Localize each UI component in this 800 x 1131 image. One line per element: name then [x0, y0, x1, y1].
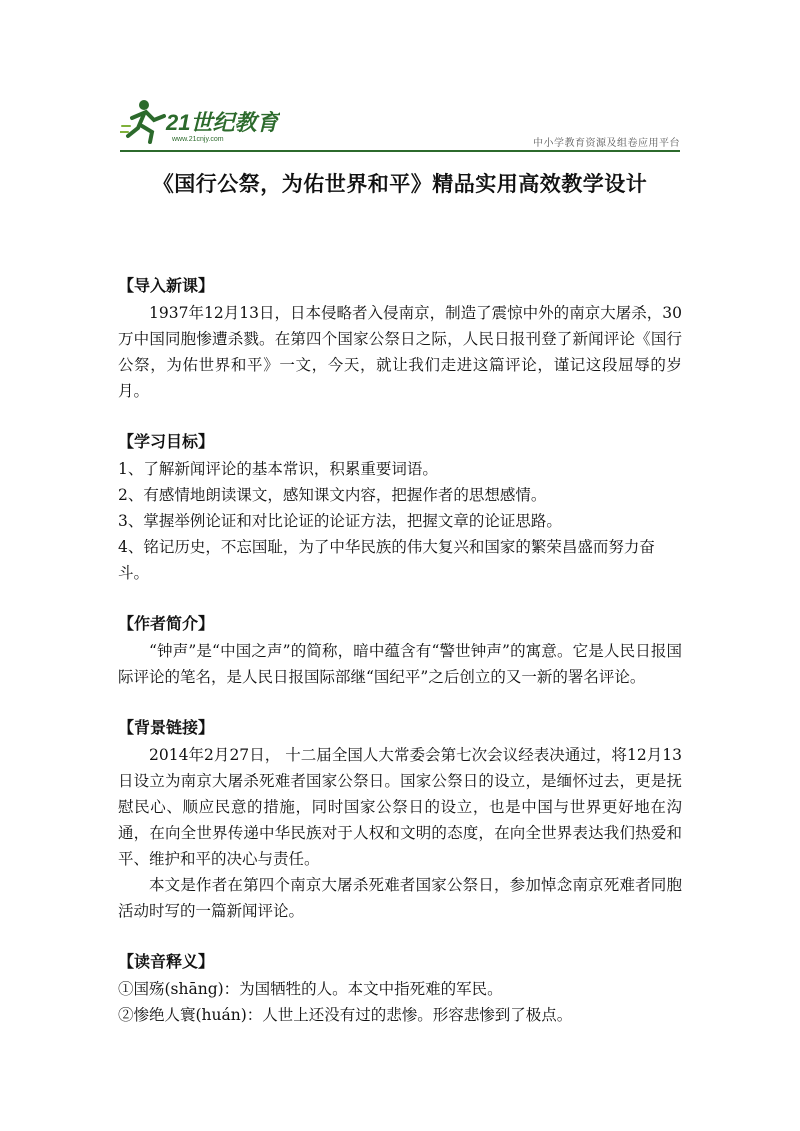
- section-background: [118, 714, 682, 924]
- paragraph: 1937年12月13日，日本侵略者入侵南京，制造了震惊中外的南京大屠杀，30万中国同胞惨遭杀戮。在第四个国家公祭日之际，人民日报刊登了新闻评论《国行公祭，为佑世界和平》一文，今天，就让我们走进这篇评论，谨记这段屈辱的岁月。: [118, 304, 682, 400]
- list-item: 2、有感情地朗读课文，感知课文内容，把握作者的思想感情。: [118, 486, 547, 504]
- paragraph: “钟声”是“中国之声”的简称，暗中蕴含有“警世钟声”的寓意。它是人民日报国际评论的笔名，是人民日报国际部继“国纪平”之后创立的又一新的署名评论。: [118, 642, 682, 686]
- logo: [120, 96, 280, 146]
- runner-logo-icon: [120, 96, 280, 146]
- section-intro: [118, 272, 682, 404]
- list-item: ②惨绝人寰(huán)：人世上还没有过的悲惨。形容悲惨到了极点。: [118, 1006, 573, 1024]
- paragraph: 2014年2月27日， 十二届全国人大常委会第七次会议经表决通过，将12月13日设立为南京大屠杀死难者国家公祭日。国家公祭日的设立，是缅怀过去，更是抚慰民心、顺应民意的措施，同时国家公祭日的设立，也是中国与世界更好地在沟通，在向全世界传递中华民族对于人权和文明的态度，在向全世界表达我们热爱和平、维护和平的决心与责任。: [118, 746, 682, 868]
- platform-caption: 中小学教育资源及组卷应用平台: [533, 138, 680, 149]
- list-item: 4、铭记历史，不忘国耻，为了中华民族的伟大复兴和国家的繁荣昌盛而努力奋斗。: [118, 538, 655, 582]
- list-item: 1、了解新闻评论的基本常识，积累重要词语。: [118, 460, 438, 478]
- paragraph: 本文是作者在第四个南京大屠杀死难者国家公祭日，参加悼念南京死难者同胞活动时写的一篇新闻评论。: [118, 876, 682, 920]
- svg-text:www.21cnjy.com: www.21cnjy.com: [172, 136, 224, 143]
- section-heading: 【导入新课】: [118, 276, 215, 295]
- section-heading: 【读音释义】: [118, 952, 215, 971]
- section-author: [118, 610, 682, 690]
- section-heading: 【学习目标】: [118, 432, 215, 451]
- section-pronunciation: [118, 948, 682, 1028]
- section-heading: 【背景链接】: [118, 718, 215, 737]
- header-divider: [120, 150, 680, 152]
- list-item: 3、掌握举例论证和对比论证的论证方法，把握文章的论证思路。: [118, 512, 562, 530]
- section-heading: 【作者简介】: [118, 614, 215, 633]
- page-header: [120, 96, 680, 148]
- document-body: [118, 272, 682, 1052]
- page-title: 《国行公祭，为佑世界和平》精品实用高效教学设计: [152, 172, 648, 196]
- list-item: ①国殇(shāng)：为国牺牲的人。本文中指死难的军民。: [118, 980, 503, 998]
- section-objectives: [118, 428, 682, 586]
- svg-text:21世纪教育: 21世纪教育: [166, 110, 279, 135]
